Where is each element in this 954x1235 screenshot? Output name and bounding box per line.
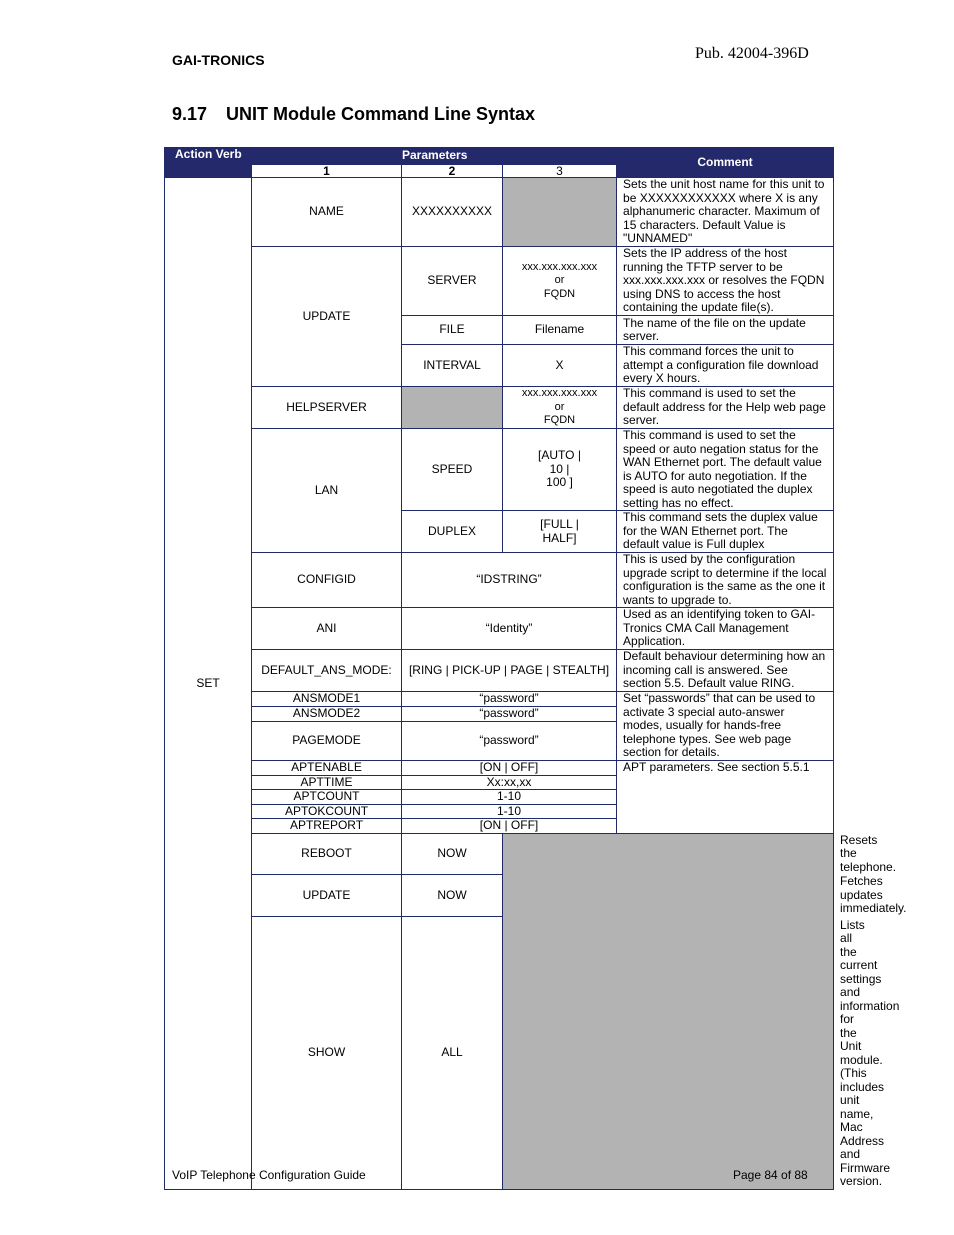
comment-configid: This is used by the configuration upgrade script to determine if the local configuration is the same as the one it wants to upgrade to. bbox=[617, 553, 834, 608]
param-file-value: Filename bbox=[503, 316, 617, 345]
param-default-ans-mode: DEFAULT_ANS_MODE: bbox=[252, 650, 402, 692]
empty-cell bbox=[503, 178, 617, 247]
param-pagemode: PAGEMODE bbox=[252, 722, 402, 761]
footer-guide-title: VoIP Telephone Configuration Guide bbox=[172, 1168, 366, 1182]
verb-show: SHOW bbox=[252, 916, 402, 1189]
param-helpserver-value bbox=[503, 387, 617, 429]
param-server-value bbox=[503, 247, 617, 316]
param-name: NAME bbox=[252, 178, 402, 247]
param-default-ans-mode-value: [RING | PICK-UP | PAGE | STEALTH] bbox=[402, 650, 617, 692]
table-row: SHOW ALL Lists all the current settings and information for the Unit module. (This includes unit name, Mac Address and Firmware version. bbox=[165, 916, 834, 1189]
comment-default-ans-mode: Default behaviour determining how an incoming call is answered. See section 5.5. Default value RING. bbox=[617, 650, 834, 692]
param-aptokcount: APTOKCOUNT bbox=[252, 804, 402, 819]
section-number: 9.17 bbox=[172, 104, 208, 124]
param-apttime: APTTIME bbox=[252, 775, 402, 790]
comment-helpserver: This command is used to set the default address for the Help web page server. bbox=[617, 387, 834, 429]
param-aptcount-value: 1-10 bbox=[402, 790, 617, 805]
empty-cell bbox=[503, 833, 834, 1189]
param-update: UPDATE bbox=[252, 247, 402, 387]
comment-file: The name of the file on the update server. bbox=[617, 316, 834, 345]
table-row bbox=[165, 429, 834, 511]
param-aptreport: APTREPORT bbox=[252, 819, 402, 834]
empty-cell bbox=[402, 387, 503, 429]
param-ansmode1: ANSMODE1 bbox=[252, 692, 402, 707]
verb-update: UPDATE bbox=[252, 875, 402, 917]
param-configid-value: “IDSTRING” bbox=[402, 553, 617, 608]
param-update-now: NOW bbox=[402, 875, 503, 917]
value-line: or bbox=[554, 400, 565, 413]
header-param-2: 2 bbox=[402, 165, 503, 178]
comment-interval: This command forces the unit to attempt a configuration file download every X hours. bbox=[617, 345, 834, 387]
value-line: FQDN bbox=[543, 287, 576, 300]
param-ansmode2-value: “password” bbox=[402, 707, 617, 722]
param-show-all: ALL bbox=[402, 916, 503, 1189]
param-aptenable: APTENABLE bbox=[252, 761, 402, 776]
table-row bbox=[165, 178, 834, 247]
comment-passwords: Set “passwords” that can be used to activate 3 special auto-answer modes, usually for hands-free telephone types. See web page section for details. bbox=[617, 692, 834, 761]
verb-reboot: REBOOT bbox=[252, 833, 402, 875]
param-apttime-value: Xx:xx,xx bbox=[402, 775, 617, 790]
param-lan: LAN bbox=[252, 429, 402, 553]
param-server: SERVER bbox=[402, 247, 503, 316]
table-row: UPDATE NOW Fetches updates immediately. bbox=[165, 875, 834, 917]
value-line: xxx.xxx.xxx.xxx bbox=[521, 387, 598, 400]
value-line: [FULL | bbox=[540, 517, 579, 531]
value-line: or bbox=[554, 274, 565, 287]
table-row bbox=[165, 650, 834, 692]
param-pagemode-value: “password” bbox=[402, 722, 617, 761]
param-configid: CONFIGID bbox=[252, 553, 402, 608]
param-duplex: DUPLEX bbox=[402, 511, 503, 553]
param-interval-value: X bbox=[503, 345, 617, 387]
header-action-verb: Action Verb bbox=[165, 148, 252, 178]
param-ansmode1-value: “password” bbox=[402, 692, 617, 707]
table-row bbox=[165, 608, 834, 650]
value-line: 10 | bbox=[549, 461, 570, 476]
header-comment: Comment bbox=[617, 148, 834, 178]
param-ani: ANI bbox=[252, 608, 402, 650]
company-name: GAI-TRONICS bbox=[172, 52, 265, 68]
section-title: UNIT Module Command Line Syntax bbox=[226, 104, 536, 124]
table-row: REBOOT NOW Resets the telephone. bbox=[165, 833, 834, 875]
comment-server: Sets the IP address of the host running the TFTP server to be xxx.xxx.xxx.xxx or resolves the FQDN using DNS to access the host containing the update file(s). bbox=[617, 247, 834, 316]
footer-page-number: Page 84 of 88 bbox=[733, 1168, 808, 1182]
param-aptreport-value: [ON | OFF] bbox=[402, 819, 617, 834]
comment-duplex: This command sets the duplex value for the WAN Ethernet port. The default value is Full duplex bbox=[617, 511, 834, 553]
header-param-3: 3 bbox=[503, 165, 617, 178]
param-speed: SPEED bbox=[402, 429, 503, 511]
value-line: 100 ] bbox=[546, 475, 573, 490]
verb-set: SET bbox=[165, 178, 252, 1190]
param-duplex-value bbox=[503, 511, 617, 553]
header-param-1: 1 bbox=[252, 165, 402, 178]
param-name-value: XXXXXXXXXX bbox=[402, 178, 503, 247]
param-speed-value bbox=[503, 429, 617, 511]
param-ansmode2: ANSMODE2 bbox=[252, 707, 402, 722]
table-row bbox=[165, 387, 834, 429]
table-row bbox=[165, 761, 834, 776]
comment-name: Sets the unit host name for this unit to be XXXXXXXXXXXX where X is any alphanumeric character. Maximum of 15 characters. Default Value is "UNNAMED" bbox=[617, 178, 834, 247]
comment-ani: Used as an identifying token to GAI-Tronics CMA Call Management Application. bbox=[617, 608, 834, 650]
table-row bbox=[165, 692, 834, 707]
section-heading bbox=[172, 104, 535, 125]
param-aptcount: APTCOUNT bbox=[252, 790, 402, 805]
value-line: [AUTO | bbox=[538, 448, 581, 463]
param-aptokcount-value: 1-10 bbox=[402, 804, 617, 819]
table-row bbox=[165, 553, 834, 608]
command-syntax-table bbox=[164, 147, 907, 1190]
param-reboot-now: NOW bbox=[402, 833, 503, 875]
value-line: HALF] bbox=[542, 530, 577, 545]
value-line: FQDN bbox=[543, 414, 576, 427]
comment-apt: APT parameters. See section 5.5.1 bbox=[617, 761, 834, 834]
header-parameters: Parameters bbox=[252, 148, 617, 165]
param-file: FILE bbox=[402, 316, 503, 345]
param-ani-value: “Identity” bbox=[402, 608, 617, 650]
param-interval: INTERVAL bbox=[402, 345, 503, 387]
param-helpserver: HELPSERVER bbox=[252, 387, 402, 429]
value-line: xxx.xxx.xxx.xxx bbox=[521, 260, 598, 273]
param-aptenable-value: [ON | OFF] bbox=[402, 761, 617, 776]
publication-number: Pub. 42004-396D bbox=[695, 45, 809, 62]
table-header-row bbox=[165, 148, 834, 165]
table-row bbox=[165, 247, 834, 316]
comment-speed: This command is used to set the speed or auto negation status for the WAN Ethernet port. The default value is AUTO for auto negotiation. If the speed is auto negotiated the duplex setting has no effect. bbox=[617, 429, 834, 511]
